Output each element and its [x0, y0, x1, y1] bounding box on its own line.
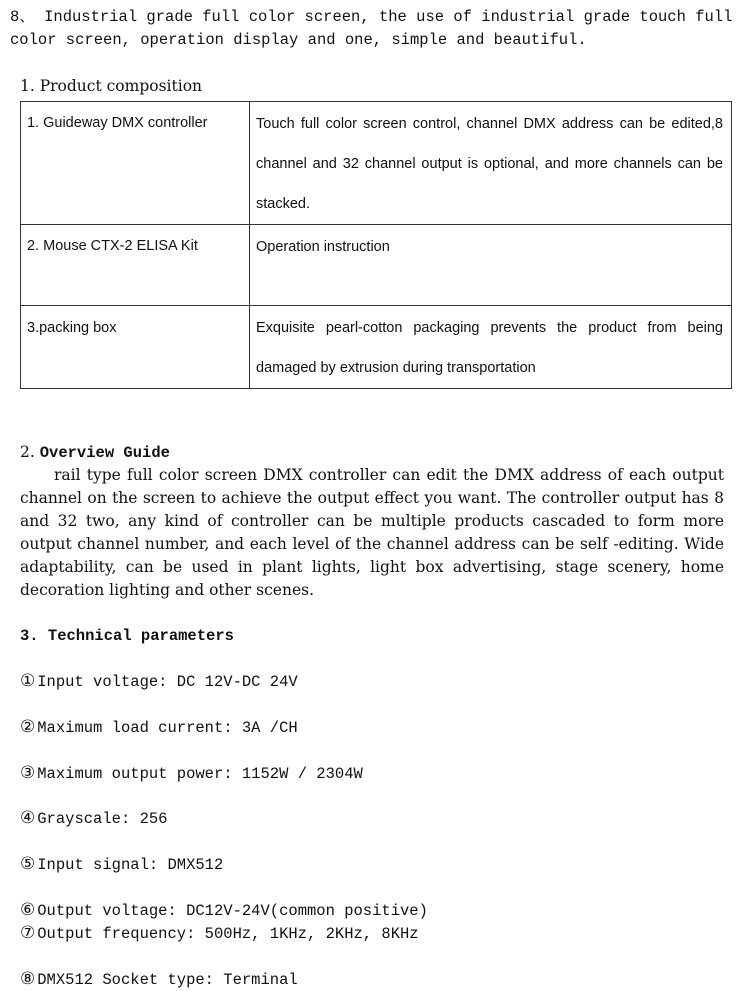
- param-number: ⑤: [20, 854, 36, 874]
- param-number: ②: [20, 717, 36, 737]
- param-grayscale: [20, 807, 167, 830]
- table-row: [21, 306, 732, 389]
- desc-text: Operation instruction: [256, 239, 390, 255]
- table-cell-desc: [250, 306, 732, 389]
- param-output-power: [20, 762, 363, 785]
- table-cell-item: 2. Mouse CTX-2 ELISA Kit: [21, 225, 250, 306]
- section-2-title: Overview Guide: [39, 444, 170, 462]
- desc-text: Touch full color screen control, channel DMX address can be edited,8 channel and 32 channel output is optional, and more channels can be stacked.: [256, 116, 723, 212]
- param-text: Maximum load current: 3A /CH: [37, 719, 298, 737]
- param-number: ⑦: [20, 923, 36, 943]
- section-2-heading: [20, 441, 170, 464]
- section-1-title: 1. Product composition: [20, 77, 203, 95]
- param-load-current: [20, 716, 298, 739]
- overview-paragraph: rail type full color screen DMX controller can edit the DMX address of each output channel on the screen to achieve the output effect you want. The controller output has 8 and 32 two, any kind of controller can be multiple products cascaded to form more output channel number, and each level of the channel address can be self -editing. Wide adaptability, can be used in plant lights, light box advertising, stage scenery, home decoration lighting and other scenes.: [20, 466, 724, 599]
- param-text: Grayscale: 256: [37, 810, 168, 828]
- product-composition-table: [20, 101, 732, 389]
- table-cell-desc: [250, 102, 732, 225]
- table-cell-item: 1. Guideway DMX controller: [21, 102, 250, 225]
- table-row: [21, 225, 732, 306]
- param-input-voltage: [20, 670, 298, 693]
- table-row: [21, 102, 732, 225]
- param-number: ④: [20, 808, 36, 828]
- section-2-number: 2.: [20, 443, 40, 461]
- param-text: Output frequency: 500Hz, 1KHz, 2KHz, 8KHz: [37, 925, 419, 943]
- param-text: DMX512 Socket type: Terminal: [37, 971, 298, 989]
- param-input-signal: [20, 853, 223, 876]
- param-number: ⑥: [20, 900, 36, 920]
- param-number: ③: [20, 763, 36, 783]
- param-output-frequency: [20, 922, 419, 945]
- intro-paragraph: 8、 Industrial grade full color screen, the use of industrial grade touch full color screen, operation display and one, simple and beautiful.: [10, 8, 733, 49]
- param-text: Input signal: DMX512: [37, 856, 224, 874]
- param-output-voltage: [20, 899, 428, 922]
- table-cell-desc: [250, 225, 732, 306]
- section-3-title: 3. Technical parameters: [20, 627, 234, 645]
- param-text: Input voltage: DC 12V-DC 24V: [37, 673, 298, 691]
- param-socket-type: [20, 968, 298, 991]
- param-number: ①: [20, 671, 36, 691]
- table-cell-item: 3.packing box: [21, 306, 250, 389]
- desc-text: Exquisite pearl-cotton packaging prevents the product from being damaged by extrusion during transportation: [256, 320, 723, 376]
- param-text: Output voltage: DC12V-24V(common positive): [37, 902, 428, 920]
- param-number: ⑧: [20, 969, 36, 989]
- param-text: Maximum output power: 1152W / 2304W: [37, 765, 363, 783]
